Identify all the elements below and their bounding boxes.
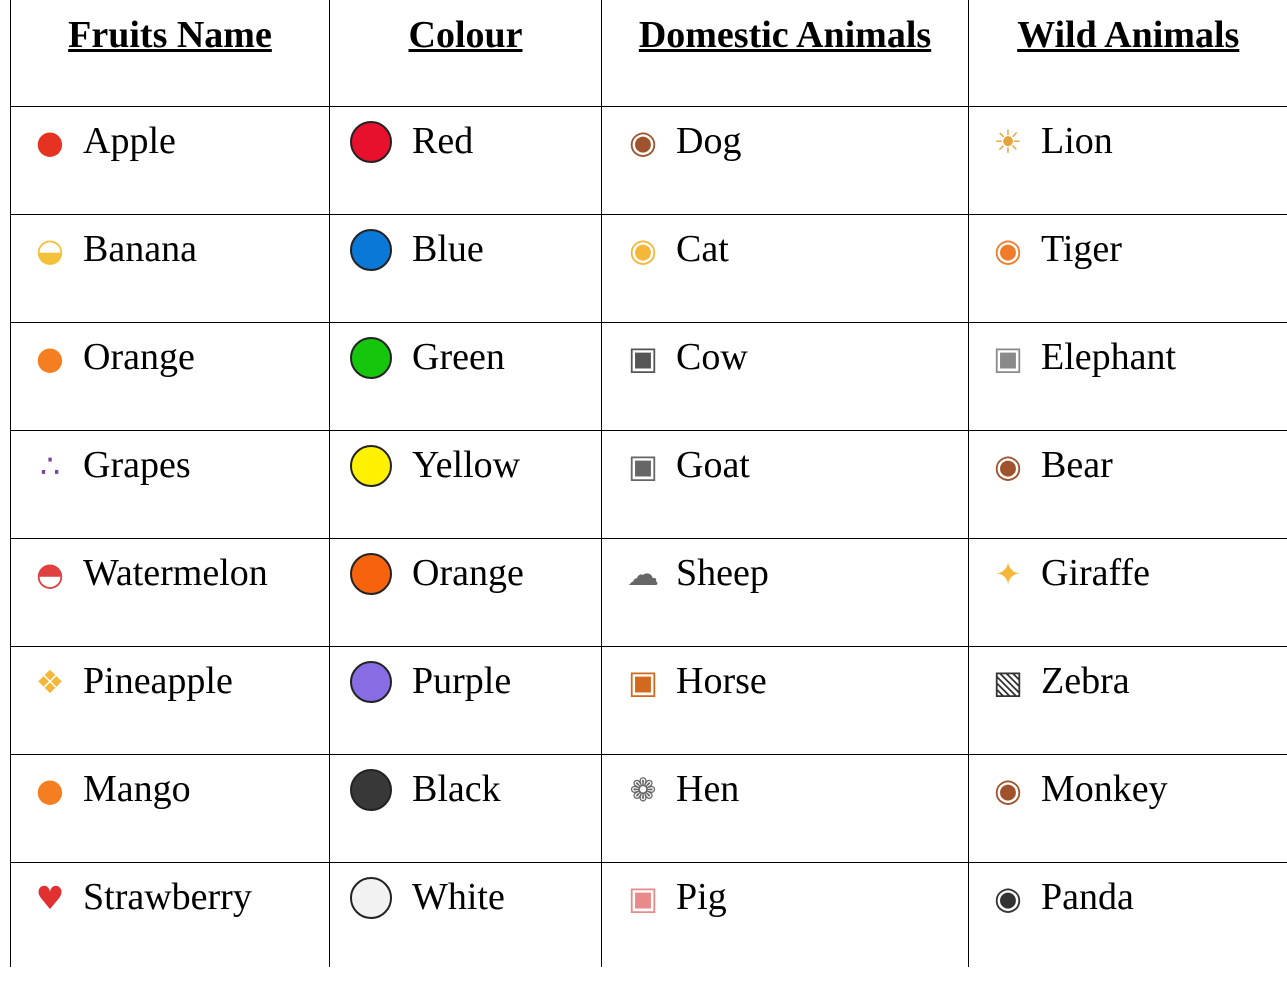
wild-label: Elephant — [1041, 336, 1177, 379]
fruit-label: Watermelon — [83, 552, 268, 595]
colour-label: Purple — [412, 660, 512, 703]
cell-content — [11, 647, 329, 703]
colour-label: Orange — [412, 552, 524, 595]
table-row — [11, 323, 1287, 431]
cell-content — [602, 863, 968, 919]
cell-content — [969, 539, 1287, 595]
fruit-label: Strawberry — [83, 876, 252, 919]
cell-content — [969, 107, 1287, 163]
fruit-label: Apple — [83, 120, 176, 163]
cell-content — [11, 323, 329, 379]
giraffe-icon: ✦ — [994, 555, 1022, 593]
table-row — [11, 431, 1287, 539]
header-row — [11, 0, 1287, 107]
colour-cell — [330, 647, 602, 755]
strawberry-icon: ♥ — [35, 879, 65, 917]
fruit-label: Grapes — [83, 444, 191, 487]
cell-content — [330, 107, 601, 163]
table-row — [11, 863, 1287, 968]
colour-cell — [330, 863, 602, 968]
cell-content — [11, 215, 329, 271]
cell-content — [11, 863, 329, 919]
horse-icon: ▣ — [627, 663, 659, 701]
domestic-cell — [602, 107, 969, 215]
cell-content — [11, 107, 329, 163]
fruit-cell — [11, 647, 330, 755]
domestic-cell — [602, 647, 969, 755]
color-swatch-icon — [350, 661, 392, 703]
fruit-cell — [11, 539, 330, 647]
apple-icon: ● — [36, 123, 64, 161]
domestic-cell — [602, 215, 969, 323]
color-swatch-icon — [350, 121, 392, 163]
fruit-cell — [11, 431, 330, 539]
wild-cell — [969, 215, 1287, 323]
colour-cell — [330, 215, 602, 323]
table-row — [11, 215, 1287, 323]
cell-content — [602, 647, 968, 703]
header-label: Colour — [408, 14, 523, 56]
fruit-cell — [11, 323, 330, 431]
colour-label: Black — [412, 768, 501, 811]
colour-label: Red — [412, 120, 474, 163]
domestic-cell — [602, 539, 969, 647]
fruit-cell — [11, 863, 330, 968]
pineapple-icon: ❖ — [35, 663, 65, 701]
cell-content — [11, 539, 329, 595]
colour-cell — [330, 539, 602, 647]
table-row — [11, 107, 1287, 215]
cell-content — [330, 431, 601, 487]
domestic-cell — [602, 323, 969, 431]
domestic-cell — [602, 863, 969, 968]
dog-face-icon: ◉ — [629, 123, 657, 161]
colour-label: Green — [412, 336, 505, 379]
cell-content — [602, 755, 968, 811]
color-swatch-icon — [350, 769, 392, 811]
colour-cell — [330, 107, 602, 215]
wild-cell — [969, 431, 1287, 539]
header-fruits-name — [11, 0, 330, 107]
colour-cell — [330, 431, 602, 539]
header-label: Domestic Animals — [638, 14, 932, 56]
table-row — [11, 755, 1287, 863]
lion-face-icon: ☀ — [993, 123, 1023, 161]
domestic-label: Cow — [676, 336, 748, 379]
sheep-icon: ☁ — [627, 555, 659, 593]
cell-content — [602, 215, 968, 271]
wild-cell — [969, 647, 1287, 755]
header-colour — [330, 0, 602, 107]
colour-cell — [330, 755, 602, 863]
wild-label: Tiger — [1041, 228, 1122, 271]
colour-label: White — [412, 876, 505, 919]
color-swatch-icon — [350, 337, 392, 379]
domestic-label: Hen — [676, 768, 740, 811]
cell-content — [969, 323, 1287, 379]
monkey-face-icon: ◉ — [994, 771, 1022, 809]
colour-label: Blue — [412, 228, 484, 271]
wild-label: Zebra — [1041, 660, 1130, 703]
cell-content — [330, 323, 601, 379]
cell-content — [330, 863, 601, 919]
cat-face-icon: ◉ — [629, 231, 657, 269]
colour-cell — [330, 323, 602, 431]
header-domestic-animals — [602, 0, 969, 107]
animals-fruits-table — [10, 0, 1287, 967]
cell-content — [969, 647, 1287, 703]
pig-icon: ▣ — [627, 879, 659, 917]
mango-icon: ● — [36, 771, 64, 809]
wild-label: Panda — [1041, 876, 1134, 919]
wild-label: Giraffe — [1041, 552, 1151, 595]
wild-label: Bear — [1041, 444, 1113, 487]
cell-content — [330, 647, 601, 703]
wild-label: Monkey — [1041, 768, 1168, 811]
table-row — [11, 647, 1287, 755]
header-wild-animals — [969, 0, 1287, 107]
cell-content — [969, 863, 1287, 919]
header-label: Fruits Name — [68, 14, 272, 56]
tiger-face-icon: ◉ — [994, 231, 1022, 269]
domestic-label: Sheep — [676, 552, 769, 595]
cell-content — [602, 323, 968, 379]
domestic-label: Cat — [676, 228, 729, 271]
cell-content — [11, 755, 329, 811]
wild-cell — [969, 863, 1287, 968]
rooster-icon: ❁ — [629, 771, 657, 809]
wild-cell — [969, 539, 1287, 647]
header-label: Wild Animals — [1017, 14, 1240, 56]
elephant-icon: ▣ — [992, 339, 1024, 377]
cell-content — [602, 431, 968, 487]
wild-cell — [969, 107, 1287, 215]
fruit-label: Orange — [83, 336, 195, 379]
fruit-cell — [11, 107, 330, 215]
cow-icon: ▣ — [627, 339, 659, 377]
goat-icon: ▣ — [627, 447, 659, 485]
cell-content — [330, 755, 601, 811]
wild-cell — [969, 323, 1287, 431]
color-swatch-icon — [350, 877, 392, 919]
fruit-cell — [11, 755, 330, 863]
cell-content — [602, 539, 968, 595]
panda-face-icon: ◉ — [994, 879, 1022, 917]
grapes-icon: ∴ — [39, 447, 61, 485]
cell-content — [330, 215, 601, 271]
domestic-label: Pig — [676, 876, 727, 919]
fruit-label: Mango — [83, 768, 191, 811]
zebra-icon: ▧ — [992, 663, 1024, 701]
domestic-cell — [602, 431, 969, 539]
domestic-label: Goat — [676, 444, 750, 487]
color-swatch-icon — [350, 445, 392, 487]
watermelon-icon: ◓ — [36, 555, 64, 593]
bear-face-icon: ◉ — [994, 447, 1022, 485]
cell-content — [969, 215, 1287, 271]
wild-label: Lion — [1041, 120, 1113, 163]
domestic-label: Dog — [676, 120, 742, 163]
orange-icon: ● — [36, 339, 64, 377]
fruit-label: Pineapple — [83, 660, 233, 703]
cell-content — [969, 755, 1287, 811]
wild-cell — [969, 755, 1287, 863]
fruit-cell — [11, 215, 330, 323]
domestic-cell — [602, 755, 969, 863]
cell-content — [602, 107, 968, 163]
cell-content — [969, 431, 1287, 487]
color-swatch-icon — [350, 229, 392, 271]
table-row — [11, 539, 1287, 647]
color-swatch-icon — [350, 553, 392, 595]
domestic-label: Horse — [676, 660, 767, 703]
cell-content — [330, 539, 601, 595]
banana-icon: ◒ — [36, 231, 64, 269]
cell-content — [11, 431, 329, 487]
fruit-label: Banana — [83, 228, 197, 271]
colour-label: Yellow — [412, 444, 521, 487]
